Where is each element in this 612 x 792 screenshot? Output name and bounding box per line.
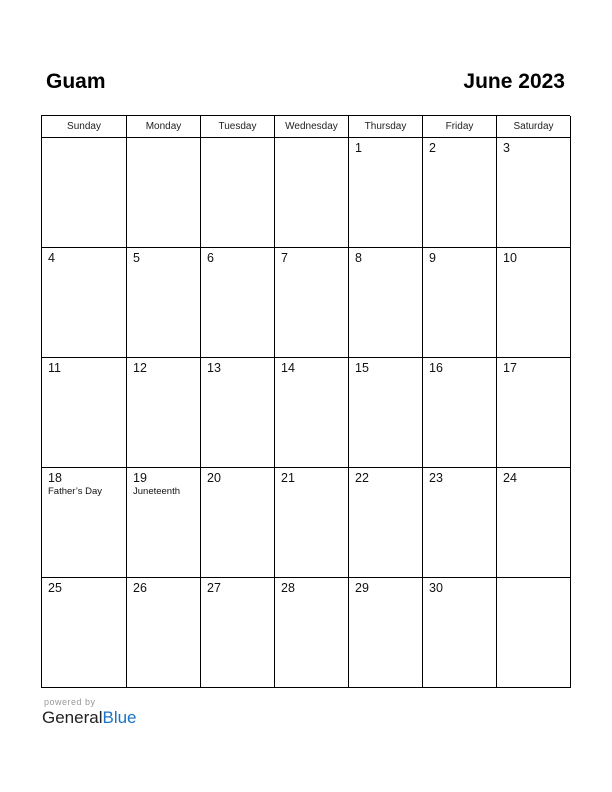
powered-by-text: powered by	[44, 697, 96, 707]
day-number: 27	[207, 581, 221, 595]
day-cell	[42, 468, 127, 578]
day-cell	[275, 358, 349, 468]
day-number: 18	[48, 471, 62, 485]
day-cell	[349, 358, 423, 468]
day-cell	[201, 468, 275, 578]
empty-day-cell	[275, 138, 349, 248]
day-number: 1	[355, 141, 362, 155]
day-cell	[423, 248, 497, 358]
day-cell	[42, 248, 127, 358]
day-number: 21	[281, 471, 295, 485]
day-cell	[497, 248, 571, 358]
day-cell	[127, 358, 201, 468]
day-number: 17	[503, 361, 517, 375]
day-number: 25	[48, 581, 62, 595]
day-cell	[201, 358, 275, 468]
day-cell	[423, 468, 497, 578]
day-cell	[423, 138, 497, 248]
day-number: 23	[429, 471, 443, 485]
day-number: 5	[133, 251, 140, 265]
day-cell	[275, 468, 349, 578]
day-number: 8	[355, 251, 362, 265]
day-cell	[497, 138, 571, 248]
empty-day-cell	[201, 138, 275, 248]
day-cell	[349, 578, 423, 688]
day-number: 9	[429, 251, 436, 265]
day-cell	[349, 138, 423, 248]
day-number: 24	[503, 471, 517, 485]
day-cell	[42, 578, 127, 688]
day-number: 3	[503, 141, 510, 155]
weekday-header: Monday	[127, 116, 201, 138]
day-number: 15	[355, 361, 369, 375]
day-cell	[423, 358, 497, 468]
day-cell	[127, 578, 201, 688]
day-number: 2	[429, 141, 436, 155]
day-number: 11	[48, 361, 61, 375]
day-cell	[275, 578, 349, 688]
day-cell	[349, 468, 423, 578]
day-cell	[349, 248, 423, 358]
weekday-header: Wednesday	[275, 116, 349, 138]
calendar-month-title: June 2023	[463, 70, 565, 93]
day-cell	[201, 248, 275, 358]
day-number: 6	[207, 251, 214, 265]
day-number: 14	[281, 361, 295, 375]
day-number: 16	[429, 361, 443, 375]
logo-blue-text: Blue	[102, 708, 137, 727]
day-number: 28	[281, 581, 295, 595]
day-number: 30	[429, 581, 443, 595]
day-number: 10	[503, 251, 517, 265]
day-number: 7	[281, 251, 288, 265]
calendar-grid	[41, 115, 570, 688]
weekday-header: Sunday	[42, 116, 127, 138]
weekday-header: Thursday	[349, 116, 423, 138]
empty-day-cell	[497, 578, 571, 688]
empty-day-cell	[42, 138, 127, 248]
day-number: 22	[355, 471, 369, 485]
day-cell	[201, 578, 275, 688]
logo-general-text: General	[42, 708, 103, 727]
holiday-label: Juneteenth	[133, 486, 181, 497]
day-number: 19	[133, 471, 147, 485]
day-number: 12	[133, 361, 147, 375]
weekday-header: Tuesday	[201, 116, 275, 138]
calendar-location-title: Guam	[46, 70, 106, 93]
day-cell	[497, 468, 571, 578]
holiday-label: Father’s Day	[48, 486, 103, 497]
day-cell	[42, 358, 127, 468]
weekday-header: Friday	[423, 116, 497, 138]
day-number: 26	[133, 581, 147, 595]
day-cell	[127, 248, 201, 358]
day-cell	[497, 358, 571, 468]
generalblue-logo	[42, 708, 137, 728]
day-cell	[423, 578, 497, 688]
day-cell	[127, 468, 201, 578]
empty-day-cell	[127, 138, 201, 248]
day-number: 13	[207, 361, 221, 375]
weekday-header: Saturday	[497, 116, 571, 138]
day-number: 20	[207, 471, 221, 485]
day-cell	[275, 248, 349, 358]
day-number: 29	[355, 581, 369, 595]
day-number: 4	[48, 251, 55, 265]
